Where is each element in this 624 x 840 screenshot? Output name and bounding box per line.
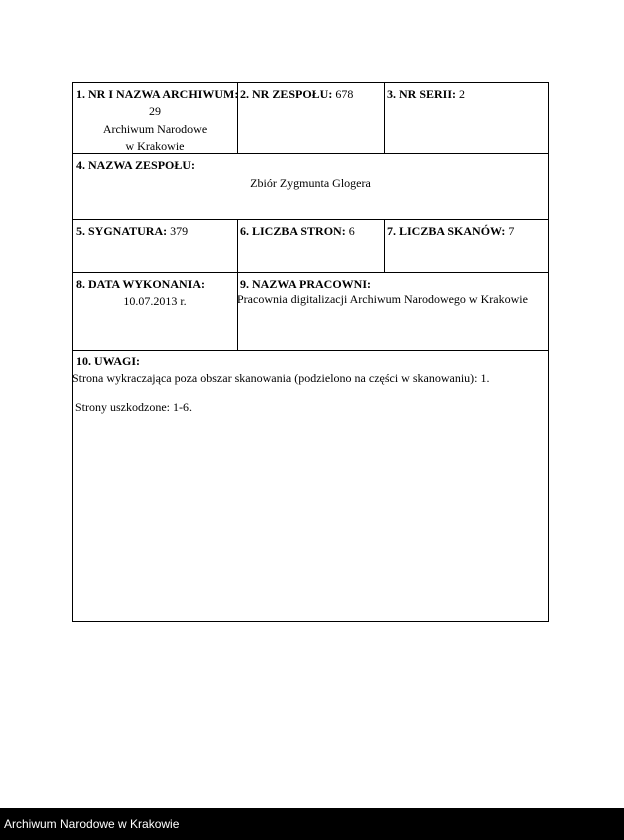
row-divider-4: [73, 350, 548, 351]
metadata-form: [72, 82, 549, 622]
series-number-field: [387, 86, 465, 103]
signature-label: 5. SYGNATURA:: [76, 224, 168, 238]
col-divider-1d: [237, 272, 238, 350]
archive-name-line2: w Krakowie: [125, 139, 185, 153]
series-number-label: 3. NR SERII:: [387, 87, 457, 101]
fonds-number-value: 678: [335, 87, 354, 101]
row-divider-3: [73, 272, 548, 273]
remarks-label: 10. UWAGI:: [76, 354, 141, 368]
scan-count-field: [387, 223, 514, 240]
page-count-value: 6: [348, 224, 355, 238]
archive-number: 29: [149, 104, 161, 118]
signature-value: 379: [170, 224, 189, 238]
remarks-line1: Strona wykraczająca poza obszar skanowania (podzielono na części w skanowaniu): 1.: [72, 371, 490, 385]
workshop-value: Pracownia digitalizacji Archiwum Narodowego w Krakowie: [237, 292, 528, 306]
series-number-value: 2: [459, 87, 466, 101]
workshop-label: 9. NAZWA PRACOWNI:: [240, 277, 372, 291]
page-count-label: 6. LICZBA STRON:: [240, 224, 346, 238]
date-label: 8. DATA WYKONANIA:: [76, 277, 206, 291]
col-divider-2a: [384, 83, 385, 153]
date-value: 10.07.2013 r.: [123, 294, 187, 308]
scan-count-value: 7: [508, 224, 515, 238]
col-divider-1c: [237, 219, 238, 272]
fonds-name-label: 4. NAZWA ZESPOŁU:: [76, 158, 196, 172]
col-divider-2c: [384, 219, 385, 272]
archive-name-line1: Archiwum Narodowe: [102, 122, 208, 136]
fonds-number-label: 2. NR ZESPOŁU:: [240, 87, 333, 101]
fonds-name-value: Zbiór Zygmunta Glogera: [250, 176, 371, 190]
fonds-number-field: [240, 86, 353, 103]
row-divider-2: [73, 219, 548, 220]
remarks-line2: Strony uszkodzone: 1-6.: [75, 400, 192, 414]
footer-bar: [0, 808, 624, 840]
page-count-field: [240, 223, 355, 240]
scan-count-label: 7. LICZBA SKANÓW:: [387, 224, 506, 238]
signature-field: [76, 223, 188, 240]
archive-label: 1. NR I NAZWA ARCHIWUM:: [76, 87, 239, 101]
footer-text: Archiwum Narodowe w Krakowie: [4, 817, 180, 831]
